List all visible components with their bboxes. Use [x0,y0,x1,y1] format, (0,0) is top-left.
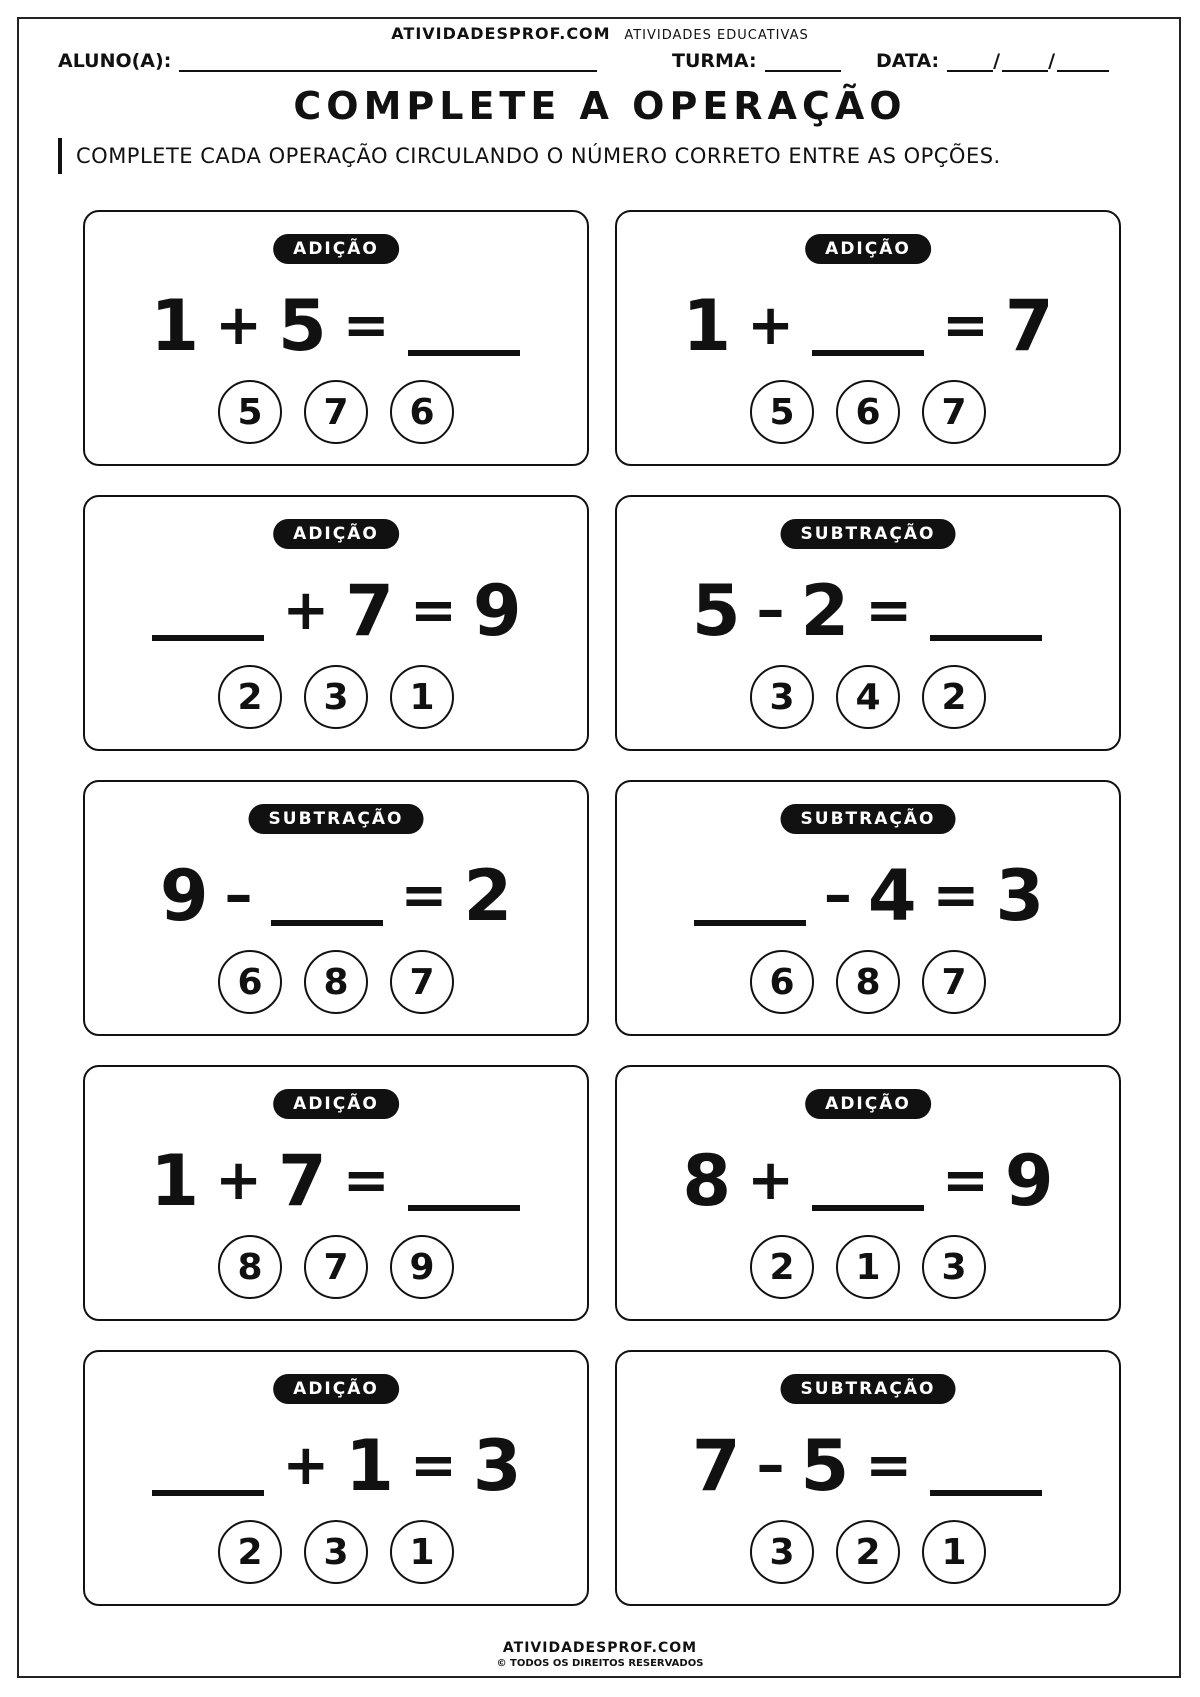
operation-badge: ADIÇÃO [805,1089,931,1119]
answer-blank[interactable] [930,571,1042,641]
data-separator: / [993,50,1001,72]
exercise-card [83,780,589,1036]
equation [85,856,587,936]
equation [85,571,587,651]
exercise-card [615,210,1121,466]
turma-field [672,50,841,72]
answer-option[interactable]: 4 [836,665,900,729]
operation-badge: ADIÇÃO [273,1089,399,1119]
equation-number: 3 [995,855,1045,937]
equals-sign: = [410,578,457,643]
answer-blank[interactable] [812,286,924,356]
aluno-line[interactable] [179,50,597,72]
equation-number: 3 [472,1425,522,1507]
equation-number: 7 [278,1140,327,1222]
data-day-line[interactable] [947,50,993,72]
equals-sign: = [865,1433,913,1498]
answer-blank[interactable] [694,856,806,926]
equals-sign: = [865,578,913,643]
answer-option[interactable]: 2 [218,665,282,729]
operator-sign: + [282,578,330,643]
exercise-card [615,780,1121,1036]
equation-number: 7 [691,1425,741,1507]
answer-options [617,1235,1119,1299]
answer-option[interactable]: 3 [304,1520,368,1584]
footer-rights: © TODOS OS DIREITOS RESERVADOS [496,1658,704,1669]
equation-number: 4 [867,855,917,937]
operation-badge: ADIÇÃO [273,519,399,549]
equation-number: 9 [159,855,209,937]
equals-sign: = [410,1433,457,1498]
footer [0,1640,1200,1669]
answer-option[interactable]: 3 [750,665,814,729]
answer-option[interactable]: 1 [390,665,454,729]
operation-badge: SUBTRAÇÃO [781,804,956,834]
equation-number: 7 [345,570,394,652]
operator-sign: + [215,293,262,358]
equation [617,1141,1119,1221]
turma-label: TURMA: [672,50,757,72]
answer-option[interactable]: 8 [836,950,900,1014]
equation [617,1426,1119,1506]
data-separator: / [1048,50,1056,72]
answer-options [85,950,587,1014]
equation-number: 1 [150,1140,200,1222]
operator-sign: – [756,578,785,643]
equation [617,856,1119,936]
data-field [876,50,1109,72]
operation-badge: SUBTRAÇÃO [781,519,956,549]
operator-sign: + [215,1148,262,1213]
operator-sign: – [756,1433,785,1498]
answer-option[interactable]: 6 [750,950,814,1014]
instruction-bar [58,138,62,174]
operation-badge: ADIÇÃO [273,234,399,264]
page-title: COMPLETE A OPERAÇÃO [293,84,907,128]
site-subtitle: ATIVIDADES EDUCATIVAS [624,28,809,43]
exercise-card [83,1065,589,1321]
equation-number: 1 [345,1425,394,1507]
data-year-line[interactable] [1057,50,1109,72]
operation-badge: SUBTRAÇÃO [249,804,424,834]
equation-number: 2 [800,570,850,652]
operation-badge: ADIÇÃO [805,234,931,264]
site-header [0,24,1200,43]
data-month-line[interactable] [1002,50,1048,72]
answer-option[interactable]: 8 [218,1235,282,1299]
answer-options [617,950,1119,1014]
equation-number: 5 [691,570,741,652]
answer-option[interactable]: 6 [390,380,454,444]
answer-option[interactable]: 2 [836,1520,900,1584]
equation-number: 1 [682,285,732,367]
operator-sign: + [282,1433,330,1498]
answer-options [85,1235,587,1299]
equals-sign: = [942,1148,989,1213]
answer-option[interactable]: 5 [750,380,814,444]
answer-blank[interactable] [408,286,520,356]
equation-number: 8 [682,1140,732,1222]
operator-sign: – [823,863,852,928]
equation-number: 5 [800,1425,850,1507]
answer-blank[interactable] [271,856,383,926]
equation [85,286,587,366]
answer-option[interactable]: 5 [218,380,282,444]
equation-number: 2 [463,855,513,937]
equation-number: 9 [1004,1140,1054,1222]
answer-option[interactable]: 3 [750,1520,814,1584]
exercise-card [83,1350,589,1606]
answer-blank[interactable] [812,1141,924,1211]
equals-sign: = [942,293,989,358]
answer-option[interactable]: 7 [304,1235,368,1299]
answer-option[interactable]: 9 [390,1235,454,1299]
equation-number: 1 [150,285,200,367]
answer-blank[interactable] [930,1426,1042,1496]
equation [85,1426,587,1506]
operation-badge: ADIÇÃO [273,1374,399,1404]
operation-badge: SUBTRAÇÃO [781,1374,956,1404]
answer-options [85,1520,587,1584]
instruction [58,138,1001,174]
equation [617,286,1119,366]
answer-option[interactable]: 3 [922,1235,986,1299]
answer-option[interactable]: 6 [836,380,900,444]
answer-option[interactable]: 8 [304,950,368,1014]
aluno-field [58,50,597,72]
operator-sign: + [747,1148,794,1213]
answer-blank[interactable] [152,571,264,641]
answer-options [85,380,587,444]
aluno-label: ALUNO(A): [58,50,172,72]
answer-option[interactable]: 3 [304,665,368,729]
answer-option[interactable]: 7 [922,950,986,1014]
answer-options [617,665,1119,729]
exercise-card [615,1065,1121,1321]
answer-option[interactable]: 7 [922,380,986,444]
operator-sign: + [747,293,794,358]
exercise-card [615,1350,1121,1606]
equation-number: 5 [278,285,327,367]
answer-option[interactable]: 2 [218,1520,282,1584]
answer-option[interactable]: 7 [390,950,454,1014]
turma-line[interactable] [765,50,841,72]
equals-sign: = [932,863,980,928]
answer-options [85,665,587,729]
equals-sign: = [342,293,390,358]
answer-blank[interactable] [408,1141,520,1211]
student-fields [58,50,1150,80]
site-name: ATIVIDADESPROF.COM [391,24,611,43]
exercise-card [83,495,589,751]
data-label: DATA: [876,50,940,72]
footer-site: ATIVIDADESPROF.COM [502,1640,698,1656]
equals-sign: = [400,863,448,928]
equals-sign: = [342,1148,390,1213]
answer-option[interactable]: 1 [390,1520,454,1584]
equation [617,571,1119,651]
answer-option[interactable]: 2 [922,665,986,729]
equation [85,1141,587,1221]
answer-option[interactable]: 7 [304,380,368,444]
exercise-card [615,495,1121,751]
answer-option[interactable]: 1 [836,1235,900,1299]
answer-blank[interactable] [152,1426,264,1496]
equation-number: 7 [1004,285,1054,367]
answer-options [617,1520,1119,1584]
answer-option[interactable]: 1 [922,1520,986,1584]
instruction-text: COMPLETE CADA OPERAÇÃO CIRCULANDO O NÚMERO CORRETO ENTRE AS OPÇÕES. [76,144,1001,168]
answer-option[interactable]: 2 [750,1235,814,1299]
equation-number: 9 [472,570,522,652]
operator-sign: – [224,863,253,928]
exercise-card [83,210,589,466]
answer-option[interactable]: 6 [218,950,282,1014]
answer-options [617,380,1119,444]
